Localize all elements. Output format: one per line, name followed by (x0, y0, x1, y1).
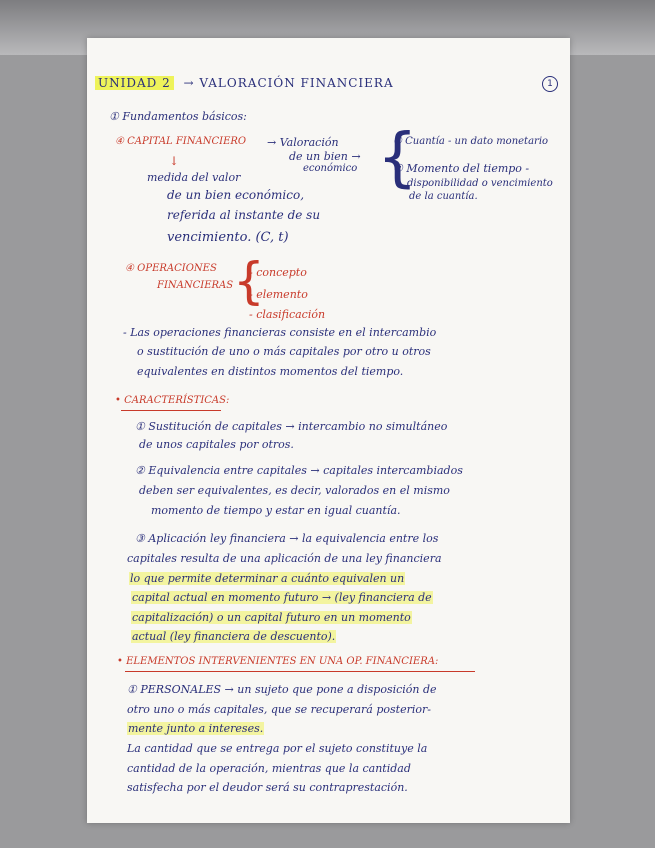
operaciones-item-clasificacion: - clasificación (249, 308, 326, 321)
medida-line-1: medida del valor (147, 171, 241, 184)
page-number: 1 (542, 76, 558, 92)
elemento-personales-line-1: ① PERSONALES → un sujeto que pone a disposición de (127, 683, 437, 696)
elementos-underline (125, 671, 475, 672)
caracteristica-2-line-1: ② Equivalencia entre capitales → capitales intercambiados (135, 464, 463, 477)
operaciones-brace: { (233, 252, 265, 310)
momento-item-line-1: ② Momento del tiempo - (393, 162, 530, 175)
elemento-personales-line-4: La cantidad que se entrega por el sujeto constituye la (127, 742, 428, 755)
capital-brace: { (377, 121, 418, 195)
elemento-personales-line-6: satisfecha por el deudor será su contraprestación. (127, 781, 408, 794)
operaciones-text-2: o sustitución de uno o más capitales por otro u otros (137, 345, 431, 358)
medida-line-2: de un bien económico, (167, 188, 305, 202)
medida-line-4: vencimiento. (C, t) (167, 230, 289, 245)
operaciones-text-3: equivalentes en distintos momentos del tiempo. (137, 365, 404, 378)
caracteristicas-heading: • CARACTERÍSTICAS: (115, 395, 230, 406)
momento-item-line-3: de la cuantía. (409, 191, 478, 202)
elemento-personales-line-3: mente junto a intereses. (128, 722, 264, 735)
elementos-heading: • ELEMENTOS INTERVENIENTES EN UNA OP. FINANCIERA: (117, 656, 439, 667)
operaciones-label-2: FINANCIERAS (157, 280, 234, 291)
capital-financiero-label: ④ CAPITAL FINANCIERO (115, 136, 247, 147)
medida-line-3: referida al instante de su (167, 208, 321, 222)
capital-def-line-1: → Valoración (267, 136, 339, 149)
down-arrow-icon: ↓ (169, 154, 180, 168)
capital-def-line-2: de un bien → (289, 150, 361, 163)
caracteristica-1-line-2: de unos capitales por otros. (139, 438, 294, 451)
caracteristica-3-line-5: capitalización) o un capital futuro en un momento (132, 611, 411, 624)
operaciones-label-1: ④ OPERACIONES (125, 263, 217, 274)
fundamentos-heading: ① Fundamentos básicos: (109, 110, 247, 123)
elemento-personales-line-2: otro uno o más capitales, que se recuperará posterior- (127, 703, 431, 716)
caracteristica-3-line-2: capitales resulta de una aplicación de una ley financiera (127, 552, 442, 565)
unit-heading (95, 76, 394, 90)
unit-title: → VALORACIÓN FINANCIERA (183, 76, 394, 90)
operaciones-item-elemento: - elemento (249, 288, 308, 301)
capital-def-line-3: económico (303, 163, 358, 174)
caracteristicas-underline (121, 410, 221, 411)
elemento-personales-line-5: cantidad de la operación, mientras que la cantidad (127, 762, 411, 775)
unit-label: UNIDAD 2 (95, 76, 174, 90)
caracteristica-3-line-3: lo que permite determinar a cuánto equivalen un (130, 572, 405, 585)
notebook-page (87, 38, 570, 823)
caracteristica-2-line-2: deben ser equivalentes, es decir, valorados en el mismo (139, 484, 450, 497)
caracteristica-2-line-3: momento de tiempo y estar en igual cuantía. (151, 504, 401, 517)
caracteristica-3-line-6: actual (ley financiera de descuento). (132, 630, 336, 643)
momento-item-line-2: disponibilidad o vencimiento (407, 178, 553, 189)
operaciones-item-concepto: - concepto (249, 266, 307, 279)
caracteristica-3-line-1: ③ Aplicación ley financiera → la equivalencia entre los (135, 532, 439, 545)
caracteristica-1-line-1: ① Sustitución de capitales → intercambio no simultáneo (135, 420, 448, 433)
cuantia-item: ① Cuantía - un dato monetario (393, 136, 549, 147)
caracteristica-3-line-4: capital actual en momento futuro → (ley financiera de (132, 591, 432, 604)
operaciones-text-1: - Las operaciones financieras consiste en el intercambio (123, 326, 437, 339)
